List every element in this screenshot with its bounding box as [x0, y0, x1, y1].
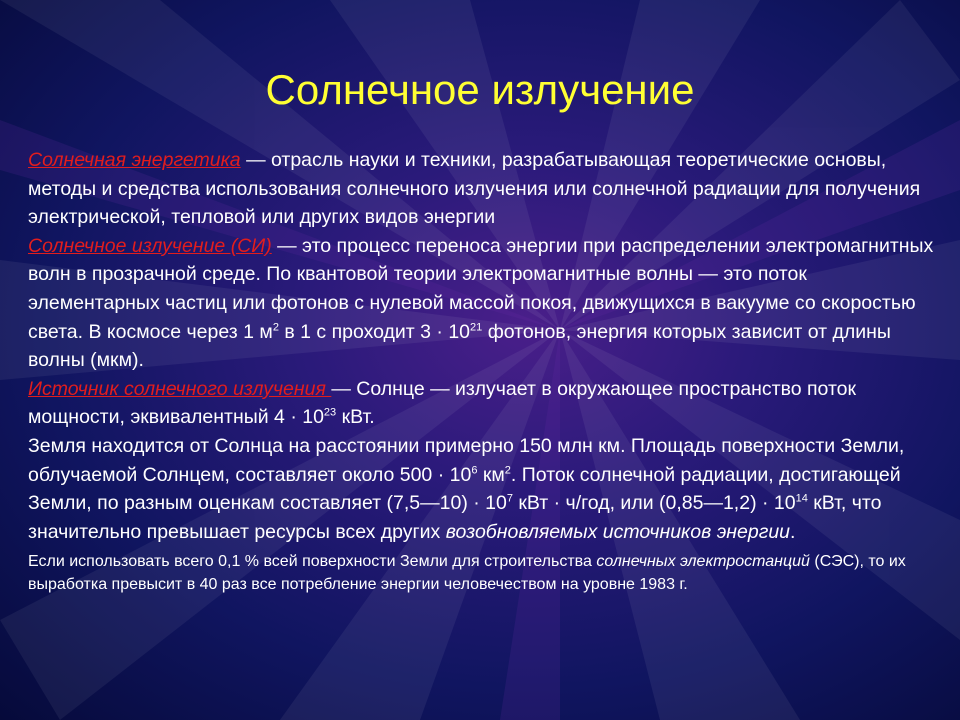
italic-text: возобновляемых источников энергии — [445, 520, 791, 543]
body-text: (СЭС), то их выработка превысит в 40 раз все потребление энергии человечеством на уровне 1983 г. — [28, 553, 906, 593]
definition-text: — Солнце — излучает в окружающее пространство поток мощности, эквивалентный 4 · 10 — [28, 377, 857, 429]
superscript: 2 — [504, 464, 511, 477]
body-text: кВт, что значительно превышает ресурсы всех других — [28, 492, 882, 543]
definition-text: фотонов, энергия которых зависит от длины волны (мкм). — [28, 320, 891, 372]
paragraph-solar-energetics — [28, 146, 940, 232]
superscript: 6 — [471, 464, 478, 477]
slide-title: Солнечное излучение — [265, 66, 695, 113]
paragraph-solar-stations — [28, 551, 940, 596]
body-text: . Поток солнечной радиации, достигающей Земли, по разным оценкам составляет (7,5—10) · 10 — [28, 463, 901, 515]
superscript: 2 — [272, 321, 279, 334]
body-text: Земля находится от Солнца на расстоянии примерно 150 млн км. Площадь поверхности Земли, облучаемой Солнцем, составляет около 500 · 10 — [28, 434, 905, 486]
paragraph-solar-radiation — [28, 232, 940, 375]
definition-text: — это процесс переноса энергии при распределении электромагнитных волн в прозрачной среде. По квантовой теории электромагнитные волны — это поток элементарных частиц или фотонов с нулевой массой покоя, движущихся в вакууме со скоростью света. В космосе через 1 м — [28, 234, 934, 343]
paragraph-radiation-source — [28, 375, 940, 432]
term-radiation-source: Источник солнечного излучения — [28, 377, 332, 400]
definition-text: — отрасль науки и техники, разрабатывающая теоретические основы, методы и средства использования солнечного излучения или солнечной радиации для получения электрической, тепловой или других видов энергии — [28, 149, 921, 229]
body-text: кВт · ч/год, или (0,85—1,2) · 10 — [512, 492, 796, 515]
term-solar-energetics: Солнечная энергетика — [28, 149, 241, 171]
definition-text: кВт. — [336, 406, 375, 429]
superscript: 21 — [470, 321, 483, 334]
body-text: . — [790, 520, 796, 543]
italic-text: солнечных электростанций — [596, 553, 810, 571]
superscript: 7 — [506, 492, 513, 505]
term-solar-radiation: Солнечное излучение (СИ) — [28, 234, 272, 257]
superscript: 14 — [795, 492, 808, 505]
superscript: 23 — [323, 406, 337, 419]
definition-text: в 1 с проходит 3 · 10 — [278, 320, 471, 343]
paragraph-earth-flux — [28, 432, 940, 546]
body-text: Если использовать всего 0,1 % всей поверхности Земли для строительства — [28, 553, 597, 571]
slide-body — [28, 146, 940, 596]
body-text: км — [477, 463, 505, 486]
